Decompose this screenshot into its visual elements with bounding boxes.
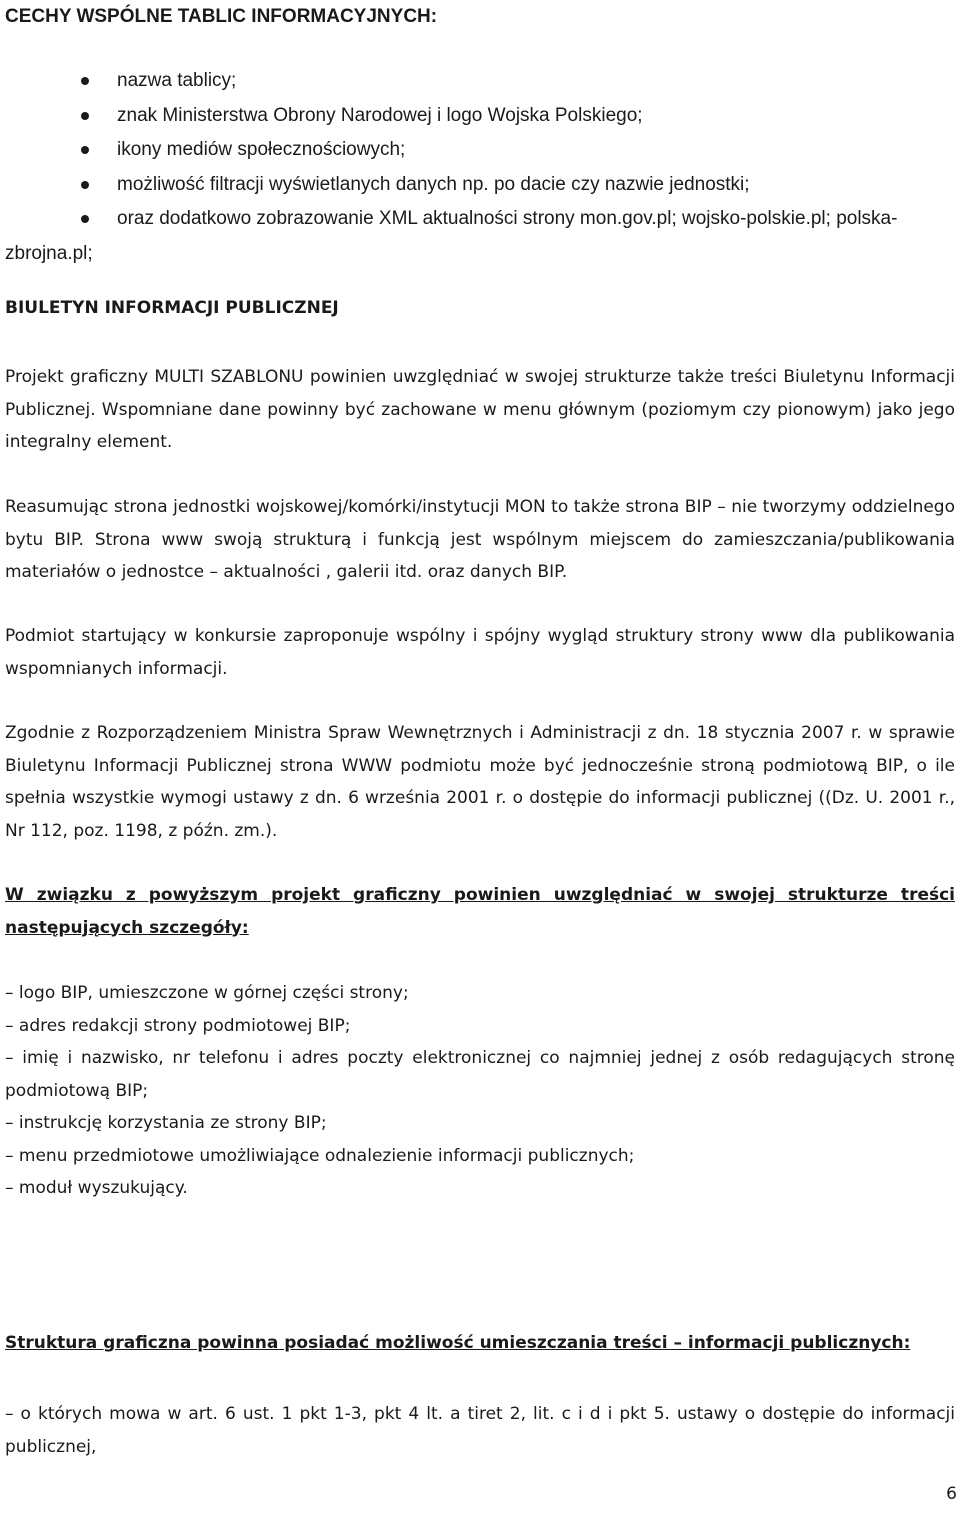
list-item: – logo BIP, umieszczone w górnej części strony; [5,983,409,1003]
features-list [5,64,955,271]
list-item: możliwość filtracji wyświetlanych danych np. po dacie czy nazwie jednostki; [5,168,955,203]
bullet-icon [81,181,89,189]
list-item: – moduł wyszukujący. [5,1178,188,1198]
paragraph: Projekt graficzny MULTI SZABLONU powinien uwzględniać w swojej strukturze także treści Biuletynu Informacji Publicznej. Wspomniane dane powinny być zachowane w menu głównym (poziomym czy pionowym) jako jego integralny element. [5,367,955,452]
paragraph: Reasumując strona jednostki wojskowej/komórki/instytucji MON to także strona BIP – nie tworzymy oddzielnego bytu BIP. Strona www swoją strukturą i funkcją jest wspólnym miejscem do zamieszczania/publikowania materiałów o jednostce – aktualności , galerii itd. oraz danych BIP. [5,497,955,582]
list-item: – adres redakcji strony podmiotowej BIP; [5,1015,351,1036]
section-heading-structure: Struktura graficzna powinna posiadać możliwość umieszczania treści – informacji publicznych: [5,1333,911,1353]
list-item: – imię i nazwisko, nr telefonu i adres poczty elektronicznej co najmniej jednej z osób redagujących stronę podmiotową BIP; [5,1048,955,1101]
list-item: – o których mowa w art. 6 ust. 1 pkt 1-3, pkt 4 lt. a tiret 2, lit. c i d i pkt 5. ustawy o dostępie do informacji publicznej, [5,1404,955,1457]
section-heading-common-features: CECHY WSPÓLNE TABLIC INFORMACYJNYCH: [5,6,438,27]
bullet-icon [81,146,89,154]
structure-list [5,1398,955,1463]
list-item: oraz dodatkowo zobrazowanie XML aktualności strony mon.gov.pl; wojsko-polskie.pl; polska-zbrojna.pl; [5,208,898,264]
section-heading-details: W związku z powyższym projekt graficzny powinien uwzględniać w swojej strukturze treści następujących szczegóły: [5,885,955,938]
list-item: – instrukcję korzystania ze strony BIP; [5,1113,327,1133]
list-item: nazwa tablicy; [5,64,955,99]
bullet-icon [81,215,89,223]
list-item: – menu przedmiotowe umożliwiające odnalezienie informacji publicznych; [5,1145,635,1166]
bullet-icon [81,112,89,120]
list-item: znak Ministerstwa Obrony Narodowej i logo Wojska Polskiego; [5,99,955,134]
section-heading-bip: BIULETYN INFORMACJI PUBLICZNEJ [5,298,339,318]
list-item: ikony mediów społecznościowych; [5,133,955,168]
bullet-icon [81,77,89,85]
details-list [5,977,955,1205]
page-number: 6 [946,1484,957,1504]
paragraph: Zgodnie z Rozporządzeniem Ministra Spraw Wewnętrznych i Administracji z dn. 18 stycznia 2007 r. w sprawie Biuletynu Informacji Publicznej strona WWW podmiotu może być jednocześnie stroną podmiotową BIP, o ile spełnia wszystkie wymogi ustawy z dn. 6 września 2001 r. o dostępie do informacji publicznej ((Dz. U. 2001 r., Nr 112, poz. 1198, z późn. zm.). [5,723,955,841]
paragraph: Podmiot startujący w konkursie zaproponuje wspólny i spójny wygląd struktury strony www dla publikowania wspomnianych informacji. [5,626,955,679]
